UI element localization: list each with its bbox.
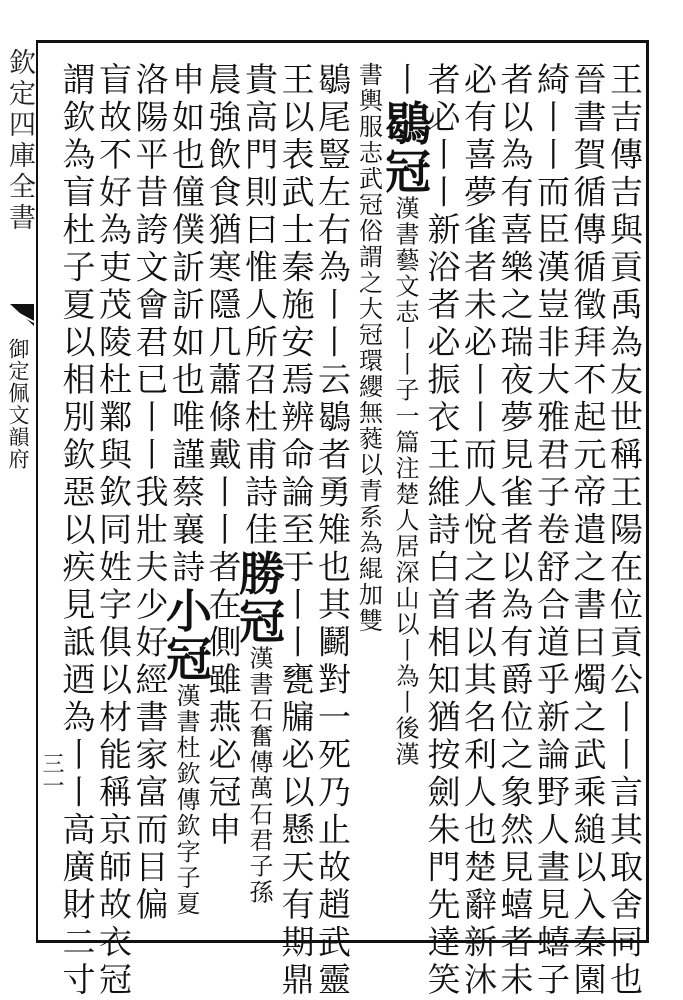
book-title: 欽定四庫全書 xyxy=(4,48,35,234)
text-segment: 漢書石奮傳萬石君子孫 xyxy=(245,645,273,906)
text-segment: 盲故不好為吏茂陵杜鄴與欽同姓字俱以材能稱京師故衣冠 xyxy=(94,62,133,1000)
text-column xyxy=(313,62,351,1000)
text-column xyxy=(569,62,607,1000)
text-column xyxy=(131,62,169,925)
text-column xyxy=(159,62,213,917)
entry-heading: 鶡冠 xyxy=(378,99,432,196)
text-segment: 王吉傳吉與貢禹為友世稱王陽在位貢公丨丨言其取舍同也 xyxy=(605,62,644,1000)
text-column xyxy=(58,62,96,1000)
text-segment: 申如也僮僕訢訢如也唯謹蔡襄詩 xyxy=(167,62,206,587)
text-column xyxy=(204,62,242,850)
fish-tail-ornament xyxy=(8,300,36,330)
entry-heading: 勝冠 xyxy=(232,549,286,646)
header-strip xyxy=(0,40,36,310)
text-segment: 晨強飲食猶寒隱几蕭條戴丨丨者在側雖燕必冠申 xyxy=(203,62,243,850)
text-segment: 者以為有喜樂之瑞夜夢見雀者以為有爵位之象然見蟢者未 xyxy=(495,62,535,1000)
text-segment: 鶡尾豎左右為丨丨云鶡者勇雉也其鬬對一死乃止故趙武靈 xyxy=(313,62,352,1000)
text-segment: 必有喜夢雀者未必丨丨而人悅之者以其名利人也楚辭新沐 xyxy=(459,62,498,1000)
text-segment: 貴高門則曰惟人所召杜甫詩佳 xyxy=(240,62,279,550)
text-column xyxy=(605,62,643,1000)
side-book-title: 御定佩文韻府 xyxy=(6,338,30,470)
text-segment: 漢書杜欽傳欽字子夏 xyxy=(172,683,200,917)
text-segment: 丨 xyxy=(386,62,425,100)
text-column xyxy=(496,62,534,1000)
text-segment: 漢書藝文志丨丨子一篇注楚人居深山以丨為丨後漢 xyxy=(391,195,419,768)
text-segment: 書輿服志武冠俗謂之大冠環纓無蕤以青系為緄加雙 xyxy=(354,62,383,634)
text-column xyxy=(350,62,388,634)
text-column xyxy=(532,62,570,1000)
text-column xyxy=(232,62,286,906)
text-segment: 洛陽平昔誇文會君已丨丨我壯夫少好經書家富而目偏 xyxy=(130,62,170,925)
page-number: 三一 xyxy=(39,752,64,796)
text-segment: 王以表武士秦施安焉辨命論至于丨丨甕牖必以懸天有期鼎 xyxy=(276,62,316,1000)
text-column xyxy=(378,62,432,768)
text-column xyxy=(277,62,315,1000)
text-segment: 謂欽為盲杜子夏以相別欽惡以疾見詆迺為丨丨高廣財二寸 xyxy=(57,62,97,1000)
text-column xyxy=(94,62,132,1000)
text-column xyxy=(459,62,497,1000)
text-segment: 晉書賀循傳循徵拜不起元帝遣之書曰燭之武乘縋以入秦園 xyxy=(568,62,608,1000)
text-column xyxy=(423,62,461,1000)
text-segment: 者必丨丨新浴者必振衣王維詩白首相知猶按劍朱門先達笑 xyxy=(422,62,462,1000)
entry-heading: 小冠 xyxy=(159,587,213,683)
text-segment: 綺丨丨而臣漢豈非大雅君子卷舒合道乎新論野人晝見蟢子 xyxy=(532,62,571,1000)
